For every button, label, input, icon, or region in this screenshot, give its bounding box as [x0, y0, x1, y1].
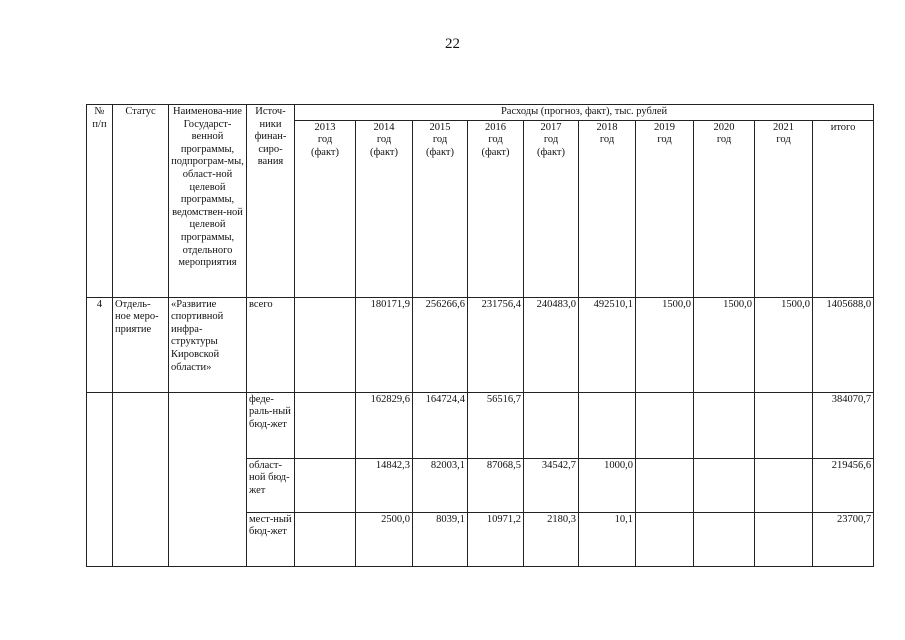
value-cell: 82003,1 — [413, 458, 468, 512]
value-cell: 1500,0 — [636, 297, 694, 392]
table-row — [87, 392, 874, 458]
header-total: итого — [813, 120, 874, 297]
value-cell: 10,1 — [579, 512, 636, 566]
value-cell: 162829,6 — [356, 392, 413, 458]
value-cell — [694, 458, 755, 512]
empty-cell — [87, 392, 113, 566]
budget-table — [86, 104, 874, 567]
value-cell — [755, 392, 813, 458]
value-cell: 492510,1 — [579, 297, 636, 392]
source-cell: феде-раль-ный бюд-жет — [247, 392, 295, 458]
value-cell — [636, 512, 694, 566]
value-cell: 231756,4 — [468, 297, 524, 392]
value-cell — [579, 392, 636, 458]
value-cell: 180171,9 — [356, 297, 413, 392]
header-source: Источ-ники финан-сиро-вания — [247, 105, 295, 298]
header-name: Наименова-ние Государст-венной программы, подпрограм-мы, област-ной целевой программы, ведомствен-ной целевой программы, отдельного мероприятия — [169, 105, 247, 298]
value-cell: 1500,0 — [755, 297, 813, 392]
value-cell: 256266,6 — [413, 297, 468, 392]
header-year-2013: 2013 год (факт) — [295, 120, 356, 297]
total-cell: 219456,6 — [813, 458, 874, 512]
value-cell — [295, 297, 356, 392]
header-status: Статус — [113, 105, 169, 298]
header-year-2018: 2018 год — [579, 120, 636, 297]
entry-status: Отдель-ное меро-приятие — [113, 297, 169, 392]
header-num: № п/п — [87, 105, 113, 298]
header-year-2020: 2020 год — [694, 120, 755, 297]
total-cell: 384070,7 — [813, 392, 874, 458]
source-cell: мест-ный бюд-жет — [247, 512, 295, 566]
total-cell: 1405688,0 — [813, 297, 874, 392]
value-cell: 2500,0 — [356, 512, 413, 566]
entry-name: «Развитие спортивной инфра-структуры Кировской области» — [169, 297, 247, 392]
page-number: 22 — [445, 36, 460, 52]
value-cell — [755, 458, 813, 512]
value-cell: 2180,3 — [524, 512, 579, 566]
value-cell: 240483,0 — [524, 297, 579, 392]
value-cell: 1500,0 — [694, 297, 755, 392]
header-year-2014: 2014 год (факт) — [356, 120, 413, 297]
entry-num: 4 — [87, 297, 113, 392]
value-cell — [524, 392, 579, 458]
header-row-1 — [87, 105, 874, 121]
header-expenses: Расходы (прогноз, факт), тыс. рублей — [295, 105, 874, 121]
value-cell — [694, 512, 755, 566]
value-cell: 1000,0 — [579, 458, 636, 512]
empty-cell — [169, 392, 247, 566]
value-cell: 164724,4 — [413, 392, 468, 458]
total-cell: 23700,7 — [813, 512, 874, 566]
value-cell — [755, 512, 813, 566]
value-cell — [295, 512, 356, 566]
table-row — [87, 297, 874, 392]
header-year-2021: 2021 год — [755, 120, 813, 297]
header-year-2015: 2015 год (факт) — [413, 120, 468, 297]
value-cell — [295, 458, 356, 512]
value-cell: 87068,5 — [468, 458, 524, 512]
empty-cell — [113, 392, 169, 566]
value-cell — [295, 392, 356, 458]
value-cell — [636, 392, 694, 458]
source-cell: област-ной бюд-жет — [247, 458, 295, 512]
value-cell: 34542,7 — [524, 458, 579, 512]
value-cell: 14842,3 — [356, 458, 413, 512]
value-cell: 10971,2 — [468, 512, 524, 566]
header-year-2016: 2016 год (факт) — [468, 120, 524, 297]
value-cell — [694, 392, 755, 458]
header-year-2019: 2019 год — [636, 120, 694, 297]
value-cell: 56516,7 — [468, 392, 524, 458]
source-cell: всего — [247, 297, 295, 392]
value-cell: 8039,1 — [413, 512, 468, 566]
value-cell — [636, 458, 694, 512]
header-year-2017: 2017 год (факт) — [524, 120, 579, 297]
